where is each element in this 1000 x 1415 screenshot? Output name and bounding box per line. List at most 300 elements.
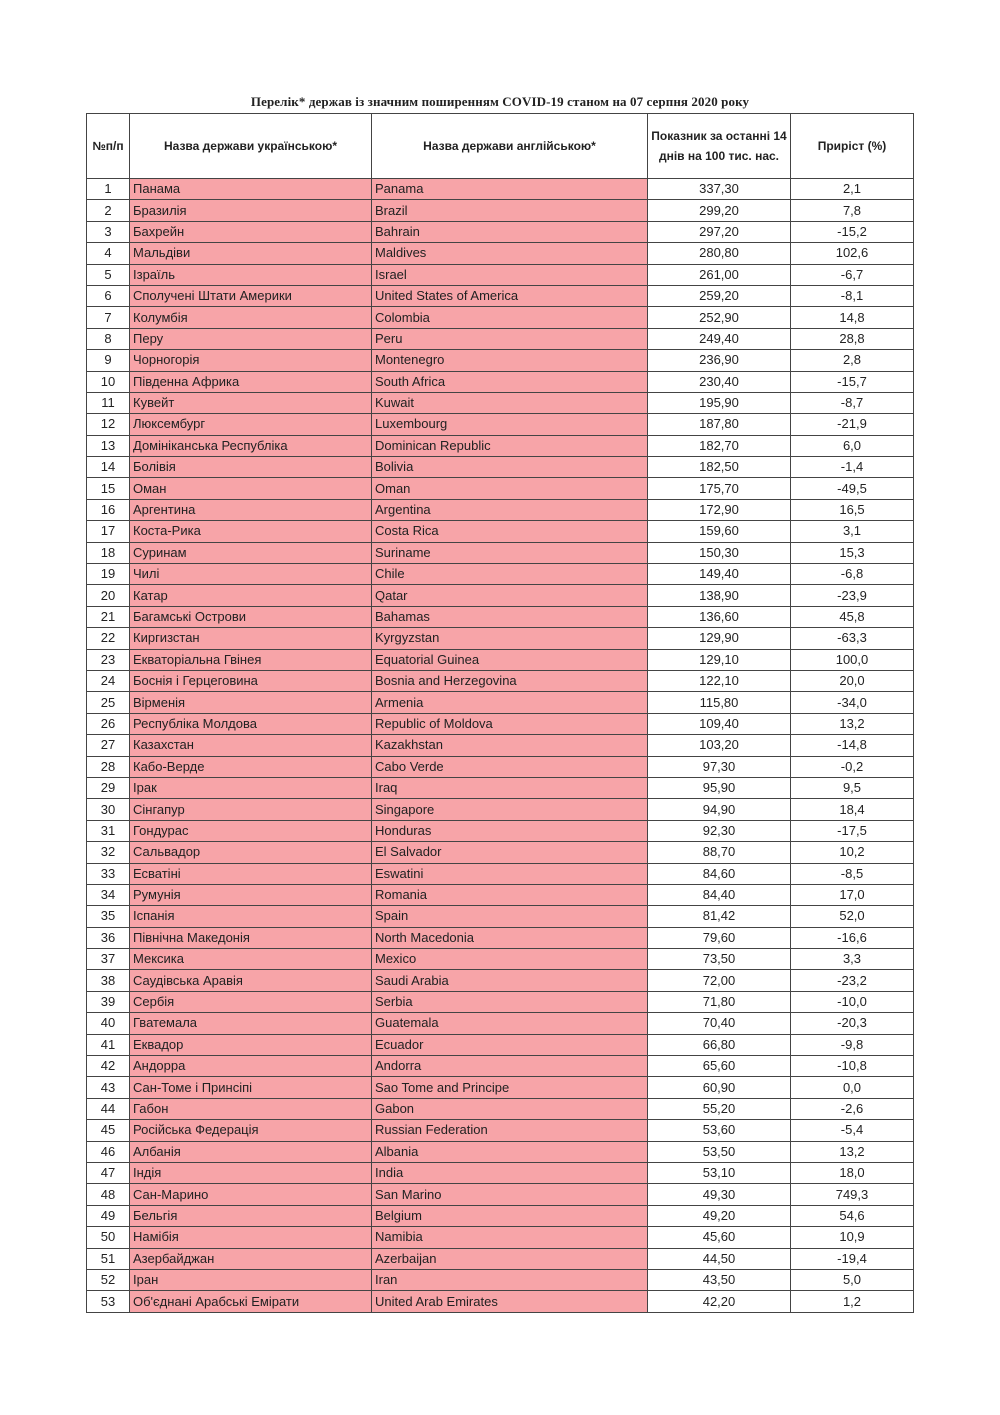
rate-value: 53,10 — [648, 1162, 791, 1183]
growth-value: 15,3 — [791, 542, 914, 563]
country-name-ukrainian: Ірак — [130, 777, 372, 798]
rate-value: 159,60 — [648, 521, 791, 542]
header-rate-14-days: Показник за останні 14 днів на 100 тис. нас. — [648, 114, 791, 179]
row-number: 5 — [87, 264, 130, 285]
rate-value: 129,10 — [648, 649, 791, 670]
rate-value: 249,40 — [648, 328, 791, 349]
table-row — [87, 884, 914, 905]
table-row — [87, 350, 914, 371]
row-number: 6 — [87, 285, 130, 306]
table-row — [87, 670, 914, 691]
country-name-ukrainian: Габон — [130, 1098, 372, 1119]
country-name-ukrainian: Еквадор — [130, 1034, 372, 1055]
rate-value: 70,40 — [648, 1013, 791, 1034]
row-number: 13 — [87, 435, 130, 456]
rate-value: 259,20 — [648, 285, 791, 306]
row-number: 15 — [87, 478, 130, 499]
growth-value: -0,2 — [791, 756, 914, 777]
row-number: 26 — [87, 713, 130, 734]
row-number: 50 — [87, 1227, 130, 1248]
growth-value: 28,8 — [791, 328, 914, 349]
country-name-ukrainian: Бразилія — [130, 200, 372, 221]
header-growth-percent: Приріст (%) — [791, 114, 914, 179]
row-number: 47 — [87, 1162, 130, 1183]
table-row — [87, 970, 914, 991]
header-name-english: Назва держави англійською* — [372, 114, 648, 179]
table-row — [87, 1184, 914, 1205]
country-name-english: Armenia — [372, 692, 648, 713]
table-row — [87, 777, 914, 798]
rate-value: 92,30 — [648, 820, 791, 841]
row-number: 3 — [87, 221, 130, 242]
header-name-ukrainian: Назва держави українською* — [130, 114, 372, 179]
growth-value: -8,5 — [791, 863, 914, 884]
row-number: 4 — [87, 243, 130, 264]
country-name-ukrainian: Албанія — [130, 1141, 372, 1162]
growth-value: -21,9 — [791, 414, 914, 435]
table-row — [87, 1227, 914, 1248]
growth-value: -63,3 — [791, 628, 914, 649]
growth-value: 2,1 — [791, 179, 914, 200]
growth-value: 45,8 — [791, 606, 914, 627]
country-name-ukrainian: Боснія і Герцеговина — [130, 670, 372, 691]
growth-value: -5,4 — [791, 1120, 914, 1141]
growth-value: 2,8 — [791, 350, 914, 371]
country-name-english: Israel — [372, 264, 648, 285]
rate-value: 261,00 — [648, 264, 791, 285]
table-row — [87, 735, 914, 756]
table-body — [87, 179, 914, 1313]
country-name-english: Montenegro — [372, 350, 648, 371]
table-row — [87, 307, 914, 328]
country-name-english: Sao Tome and Principe — [372, 1077, 648, 1098]
growth-value: -6,7 — [791, 264, 914, 285]
country-name-ukrainian: Домініканська Республіка — [130, 435, 372, 456]
growth-value: 3,1 — [791, 521, 914, 542]
country-name-ukrainian: Киргизстан — [130, 628, 372, 649]
growth-value: 0,0 — [791, 1077, 914, 1098]
row-number: 41 — [87, 1034, 130, 1055]
rate-value: 280,80 — [648, 243, 791, 264]
growth-value: -14,8 — [791, 735, 914, 756]
country-name-ukrainian: Перу — [130, 328, 372, 349]
row-number: 53 — [87, 1291, 130, 1312]
table-row — [87, 264, 914, 285]
table-row — [87, 906, 914, 927]
table-row — [87, 1248, 914, 1269]
rate-value: 49,20 — [648, 1205, 791, 1226]
country-name-english: United States of America — [372, 285, 648, 306]
country-name-english: Bahrain — [372, 221, 648, 242]
row-number: 48 — [87, 1184, 130, 1205]
growth-value: -2,6 — [791, 1098, 914, 1119]
rate-value: 150,30 — [648, 542, 791, 563]
table-row — [87, 1269, 914, 1290]
table-row — [87, 1141, 914, 1162]
growth-value: -9,8 — [791, 1034, 914, 1055]
country-name-english: Bahamas — [372, 606, 648, 627]
rate-value: 84,40 — [648, 884, 791, 905]
rate-value: 72,00 — [648, 970, 791, 991]
country-name-ukrainian: Сінгапур — [130, 799, 372, 820]
growth-value: -15,7 — [791, 371, 914, 392]
country-name-english: Bosnia and Herzegovina — [372, 670, 648, 691]
rate-value: 53,60 — [648, 1120, 791, 1141]
country-name-ukrainian: Чилі — [130, 564, 372, 585]
rate-value: 65,60 — [648, 1056, 791, 1077]
growth-value: -17,5 — [791, 820, 914, 841]
country-name-english: Azerbaijan — [372, 1248, 648, 1269]
table-row — [87, 799, 914, 820]
rate-value: 44,50 — [648, 1248, 791, 1269]
growth-value: 7,8 — [791, 200, 914, 221]
row-number: 51 — [87, 1248, 130, 1269]
table-row — [87, 949, 914, 970]
country-name-english: Dominican Republic — [372, 435, 648, 456]
growth-value: -16,6 — [791, 927, 914, 948]
table-row — [87, 820, 914, 841]
country-name-ukrainian: Саудівська Аравія — [130, 970, 372, 991]
table-row — [87, 649, 914, 670]
rate-value: 297,20 — [648, 221, 791, 242]
country-name-ukrainian: Об'єднані Арабські Емірати — [130, 1291, 372, 1312]
rate-value: 97,30 — [648, 756, 791, 777]
country-name-ukrainian: Гватемала — [130, 1013, 372, 1034]
country-name-ukrainian: Кувейт — [130, 392, 372, 413]
table-row — [87, 1120, 914, 1141]
country-name-ukrainian: Південна Африка — [130, 371, 372, 392]
country-name-ukrainian: Багамські Острови — [130, 606, 372, 627]
row-number: 14 — [87, 457, 130, 478]
country-name-ukrainian: Бахрейн — [130, 221, 372, 242]
growth-value: 16,5 — [791, 499, 914, 520]
row-number: 16 — [87, 499, 130, 520]
table-row — [87, 927, 914, 948]
table-row — [87, 863, 914, 884]
row-number: 40 — [87, 1013, 130, 1034]
country-name-english: Albania — [372, 1141, 648, 1162]
row-number: 36 — [87, 927, 130, 948]
country-name-ukrainian: Північна Македонія — [130, 927, 372, 948]
row-number: 38 — [87, 970, 130, 991]
row-number: 18 — [87, 542, 130, 563]
growth-value: 20,0 — [791, 670, 914, 691]
country-name-english: North Macedonia — [372, 927, 648, 948]
country-name-english: Equatorial Guinea — [372, 649, 648, 670]
rate-value: 175,70 — [648, 478, 791, 499]
row-number: 49 — [87, 1205, 130, 1226]
country-name-english: Cabo Verde — [372, 756, 648, 777]
country-name-english: Spain — [372, 906, 648, 927]
country-name-ukrainian: Казахстан — [130, 735, 372, 756]
country-name-ukrainian: Мальдіви — [130, 243, 372, 264]
country-name-ukrainian: Іспанія — [130, 906, 372, 927]
country-name-ukrainian: Кабо-Верде — [130, 756, 372, 777]
country-name-ukrainian: Коста-Рика — [130, 521, 372, 542]
table-row — [87, 499, 914, 520]
rate-value: 84,60 — [648, 863, 791, 884]
country-name-ukrainian: Суринам — [130, 542, 372, 563]
growth-value: 13,2 — [791, 1141, 914, 1162]
country-name-english: Eswatini — [372, 863, 648, 884]
table-row — [87, 371, 914, 392]
country-name-ukrainian: Катар — [130, 585, 372, 606]
table-row — [87, 692, 914, 713]
rate-value: 337,30 — [648, 179, 791, 200]
row-number: 52 — [87, 1269, 130, 1290]
row-number: 19 — [87, 564, 130, 585]
growth-value: 13,2 — [791, 713, 914, 734]
growth-value: -8,1 — [791, 285, 914, 306]
rate-value: 53,50 — [648, 1141, 791, 1162]
rate-value: 60,90 — [648, 1077, 791, 1098]
country-name-english: Russian Federation — [372, 1120, 648, 1141]
country-name-english: Guatemala — [372, 1013, 648, 1034]
table-row — [87, 585, 914, 606]
country-name-ukrainian: Сан-Томе і Принсіпі — [130, 1077, 372, 1098]
country-name-english: Gabon — [372, 1098, 648, 1119]
rate-value: 79,60 — [648, 927, 791, 948]
country-name-ukrainian: Есватіні — [130, 863, 372, 884]
rate-value: 195,90 — [648, 392, 791, 413]
country-name-english: Chile — [372, 564, 648, 585]
country-name-ukrainian: Республіка Молдова — [130, 713, 372, 734]
growth-value: 1,2 — [791, 1291, 914, 1312]
row-number: 22 — [87, 628, 130, 649]
growth-value: -49,5 — [791, 478, 914, 499]
table-row — [87, 713, 914, 734]
row-number: 27 — [87, 735, 130, 756]
rate-value: 122,10 — [648, 670, 791, 691]
country-name-english: Kazakhstan — [372, 735, 648, 756]
row-number: 23 — [87, 649, 130, 670]
table-row — [87, 991, 914, 1012]
country-name-ukrainian: Болівія — [130, 457, 372, 478]
growth-value: -10,8 — [791, 1056, 914, 1077]
rate-value: 129,90 — [648, 628, 791, 649]
row-number: 24 — [87, 670, 130, 691]
growth-value: 17,0 — [791, 884, 914, 905]
country-name-ukrainian: Сербія — [130, 991, 372, 1012]
country-name-english: Singapore — [372, 799, 648, 820]
rate-value: 138,90 — [648, 585, 791, 606]
growth-value: 14,8 — [791, 307, 914, 328]
country-name-english: Mexico — [372, 949, 648, 970]
rate-value: 71,80 — [648, 991, 791, 1012]
table-row — [87, 328, 914, 349]
rate-value: 182,70 — [648, 435, 791, 456]
row-number: 20 — [87, 585, 130, 606]
covid-countries-table — [86, 113, 914, 1313]
growth-value: -10,0 — [791, 991, 914, 1012]
country-name-ukrainian: Оман — [130, 478, 372, 499]
country-name-ukrainian: Екваторіальна Гвінея — [130, 649, 372, 670]
country-name-english: Argentina — [372, 499, 648, 520]
growth-value: 18,4 — [791, 799, 914, 820]
rate-value: 115,80 — [648, 692, 791, 713]
country-name-ukrainian: Бельгія — [130, 1205, 372, 1226]
country-name-english: Iran — [372, 1269, 648, 1290]
growth-value: -23,2 — [791, 970, 914, 991]
table-row — [87, 564, 914, 585]
rate-value: 73,50 — [648, 949, 791, 970]
table-row — [87, 478, 914, 499]
country-name-ukrainian: Намібія — [130, 1227, 372, 1248]
growth-value: 749,3 — [791, 1184, 914, 1205]
country-name-english: Costa Rica — [372, 521, 648, 542]
row-number: 30 — [87, 799, 130, 820]
table-row — [87, 606, 914, 627]
row-number: 37 — [87, 949, 130, 970]
table-row — [87, 521, 914, 542]
table-row — [87, 1056, 914, 1077]
country-name-english: Honduras — [372, 820, 648, 841]
row-number: 17 — [87, 521, 130, 542]
country-name-english: India — [372, 1162, 648, 1183]
table-row — [87, 414, 914, 435]
row-number: 35 — [87, 906, 130, 927]
country-name-english: Luxembourg — [372, 414, 648, 435]
table-row — [87, 1077, 914, 1098]
growth-value: 52,0 — [791, 906, 914, 927]
row-number: 12 — [87, 414, 130, 435]
row-number: 29 — [87, 777, 130, 798]
growth-value: 5,0 — [791, 1269, 914, 1290]
row-number: 39 — [87, 991, 130, 1012]
growth-value: 6,0 — [791, 435, 914, 456]
table-row — [87, 1013, 914, 1034]
table-row — [87, 1291, 914, 1312]
header-number: №п/п — [87, 114, 130, 179]
row-number: 25 — [87, 692, 130, 713]
country-name-english: Belgium — [372, 1205, 648, 1226]
country-name-ukrainian: Азербайджан — [130, 1248, 372, 1269]
table-row — [87, 628, 914, 649]
country-name-english: Maldives — [372, 243, 648, 264]
country-name-ukrainian: Ізраїль — [130, 264, 372, 285]
country-name-english: Ecuador — [372, 1034, 648, 1055]
row-number: 32 — [87, 842, 130, 863]
growth-value: 10,9 — [791, 1227, 914, 1248]
country-name-english: Iraq — [372, 777, 648, 798]
country-name-ukrainian: Чорногорія — [130, 350, 372, 371]
country-name-english: Suriname — [372, 542, 648, 563]
row-number: 28 — [87, 756, 130, 777]
country-name-english: United Arab Emirates — [372, 1291, 648, 1312]
rate-value: 88,70 — [648, 842, 791, 863]
country-name-english: Brazil — [372, 200, 648, 221]
country-name-ukrainian: Аргентина — [130, 499, 372, 520]
growth-value: -34,0 — [791, 692, 914, 713]
growth-value: -8,7 — [791, 392, 914, 413]
rate-value: 43,50 — [648, 1269, 791, 1290]
country-name-ukrainian: Андорра — [130, 1056, 372, 1077]
row-number: 42 — [87, 1056, 130, 1077]
country-name-english: Colombia — [372, 307, 648, 328]
country-name-english: Oman — [372, 478, 648, 499]
row-number: 44 — [87, 1098, 130, 1119]
table-row — [87, 243, 914, 264]
rate-value: 172,90 — [648, 499, 791, 520]
row-number: 21 — [87, 606, 130, 627]
rate-value: 299,20 — [648, 200, 791, 221]
table-row — [87, 1205, 914, 1226]
row-number: 43 — [87, 1077, 130, 1098]
rate-value: 236,90 — [648, 350, 791, 371]
country-name-english: El Salvador — [372, 842, 648, 863]
country-name-ukrainian: Колумбія — [130, 307, 372, 328]
rate-value: 42,20 — [648, 1291, 791, 1312]
row-number: 9 — [87, 350, 130, 371]
country-name-english: Saudi Arabia — [372, 970, 648, 991]
row-number: 8 — [87, 328, 130, 349]
country-name-ukrainian: Сальвадор — [130, 842, 372, 863]
growth-value: -19,4 — [791, 1248, 914, 1269]
table-row — [87, 756, 914, 777]
country-name-ukrainian: Сполучені Штати Америки — [130, 285, 372, 306]
country-name-ukrainian: Індія — [130, 1162, 372, 1183]
rate-value: 49,30 — [648, 1184, 791, 1205]
document-title: Перелік* держав із значним поширенням COVID-19 станом на 07 серпня 2020 року — [250, 94, 750, 109]
growth-value: 100,0 — [791, 649, 914, 670]
growth-value: -15,2 — [791, 221, 914, 242]
row-number: 7 — [87, 307, 130, 328]
table-row — [87, 1098, 914, 1119]
row-number: 46 — [87, 1141, 130, 1162]
country-name-ukrainian: Люксембург — [130, 414, 372, 435]
growth-value: 9,5 — [791, 777, 914, 798]
table-row — [87, 1034, 914, 1055]
rate-value: 149,40 — [648, 564, 791, 585]
rate-value: 94,90 — [648, 799, 791, 820]
growth-value: 3,3 — [791, 949, 914, 970]
rate-value: 187,80 — [648, 414, 791, 435]
row-number: 34 — [87, 884, 130, 905]
rate-value: 81,42 — [648, 906, 791, 927]
country-name-ukrainian: Сан-Марино — [130, 1184, 372, 1205]
country-name-english: Romania — [372, 884, 648, 905]
table-row — [87, 392, 914, 413]
rate-value: 66,80 — [648, 1034, 791, 1055]
country-name-english: San Marino — [372, 1184, 648, 1205]
row-number: 2 — [87, 200, 130, 221]
rate-value: 45,60 — [648, 1227, 791, 1248]
country-name-ukrainian: Панама — [130, 179, 372, 200]
country-name-english: Republic of Moldova — [372, 713, 648, 734]
country-name-english: Serbia — [372, 991, 648, 1012]
rate-value: 95,90 — [648, 777, 791, 798]
country-name-ukrainian: Російська Федерація — [130, 1120, 372, 1141]
row-number: 10 — [87, 371, 130, 392]
growth-value: 54,6 — [791, 1205, 914, 1226]
country-name-ukrainian: Румунія — [130, 884, 372, 905]
growth-value: 102,6 — [791, 243, 914, 264]
country-name-english: Namibia — [372, 1227, 648, 1248]
row-number: 33 — [87, 863, 130, 884]
growth-value: -1,4 — [791, 457, 914, 478]
country-name-english: Peru — [372, 328, 648, 349]
table-row — [87, 457, 914, 478]
table-row — [87, 179, 914, 200]
rate-value: 230,40 — [648, 371, 791, 392]
growth-value: -20,3 — [791, 1013, 914, 1034]
country-name-english: Andorra — [372, 1056, 648, 1077]
growth-value: 18,0 — [791, 1162, 914, 1183]
row-number: 1 — [87, 179, 130, 200]
rate-value: 103,20 — [648, 735, 791, 756]
row-number: 11 — [87, 392, 130, 413]
table-row — [87, 542, 914, 563]
